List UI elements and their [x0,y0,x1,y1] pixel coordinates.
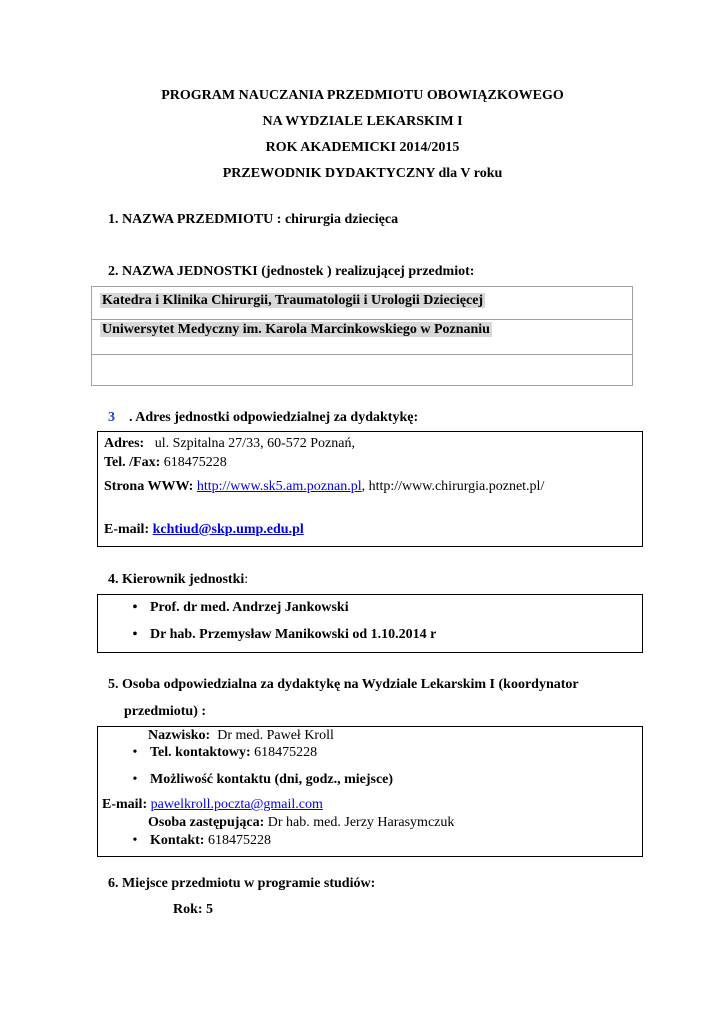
email-line [104,522,304,538]
tel-label: Tel. kontaktowy: [150,745,251,760]
university-name: Uniwersytet Medyczny im. Karola Marcinkowskiego w Poznaniu [102,322,490,337]
section-4-colon: : [244,572,249,587]
section-1-heading: 1. NAZWA PRZEDMIOTU : chirurgia dziecięca [108,212,399,227]
email-link-unit[interactable]: kchtiud@skp.ump.edu.pl [152,522,304,537]
bullet-icon: • [132,772,138,787]
coordinator-email-line [102,797,323,813]
email-link-coordinator[interactable]: pawelkroll.poczta@gmail.com [150,797,323,812]
section-5-heading-line-2: przedmiotu) : [124,704,207,719]
surname-value: Dr med. Paweł Kroll [217,728,334,743]
unit-row-1 [100,293,485,309]
address-value: ul. Szpitalna 27/33, 60-572 Poznań, [154,436,355,451]
head-name-2: Dr hab. Przemysław Manikowski od 1.10.2014 r [150,627,437,642]
deputy-value: Dr hab. med. Jerzy Harasymczuk [267,815,455,830]
coordinator-email-label: E-mail: [102,797,148,812]
coordinator-contact-line [126,772,393,788]
bullet-icon: • [132,745,138,760]
unit-name: Katedra i Klinika Chirurgii, Traumatologii i Urologii Dziecięcej [102,293,484,308]
coordinator-surname-line [148,728,334,744]
section-4-heading [108,572,248,588]
title-line-4: PRZEWODNIK DYDAKTYCZNY dla V roku [222,166,503,181]
section-5-heading-line-1: 5. Osoba odpowiedzialna za dydaktykę na Wydziale Lekarskim I (koordynator [108,677,579,692]
section-6-heading: 6. Miejsce przedmiotu w programie studiów: [108,876,376,891]
address-label: Adres: [104,436,145,451]
surname-label: Nazwisko: [148,728,211,743]
unit-table-divider-2 [92,354,632,355]
title-line-2: NA WYDZIALE LEKARSKIM I [262,114,463,129]
www-line [104,479,544,495]
www-separator: , [361,479,366,494]
www-label: Strona WWW: [104,479,194,494]
bullet-icon: • [132,833,138,848]
unit-row-2 [100,322,492,338]
section-3-number: 3 [108,410,115,425]
tel-value: 618475228 [254,745,318,760]
contact-label: Możliwość kontaktu (dni, godz., miejsce) [150,772,394,787]
title-line-3: ROK AKADEMICKI 2014/2015 [265,140,460,155]
bullet-icon: • [132,600,138,615]
title-line-1: PROGRAM NAUCZANIA PRZEDMIOTU OBOWIĄZKOWEGO [161,88,564,103]
tel-fax-label: Tel. /Fax: [104,455,161,470]
tel-fax-value: 618475228 [163,455,227,470]
section-3-heading [108,410,418,426]
deputy-contact-line [126,833,271,849]
contact2-label: Kontakt: [150,833,205,848]
deputy-line [148,815,454,831]
study-year: Rok: 5 [173,902,214,917]
email-label: E-mail: [104,522,150,537]
contact2-value: 618475228 [207,833,271,848]
www-link-sk5[interactable]: http://www.sk5.am.poznan.pl [196,479,362,494]
head-list-item [126,627,436,643]
section-3-heading-text: . Adres jednostki odpowiedzialnej za dydaktykę: [129,410,419,425]
deputy-label: Osoba zastępująca: [148,815,265,830]
head-list-item [126,600,349,616]
www-link-chirurgia[interactable]: http://www.chirurgia.poznet.pl/ [368,479,545,494]
head-name-1: Prof. dr med. Andrzej Jankowski [150,600,349,615]
section-4-heading-text: 4. Kierownik jednostki [108,572,245,587]
section-2-heading: 2. NAZWA JEDNOSTKI (jednostek ) realizującej przedmiot: [108,264,475,279]
tel-fax-line [104,455,227,471]
address-line [104,436,355,452]
bullet-icon: • [132,627,138,642]
coordinator-tel-line [126,745,317,761]
unit-table-divider-1 [92,319,632,320]
